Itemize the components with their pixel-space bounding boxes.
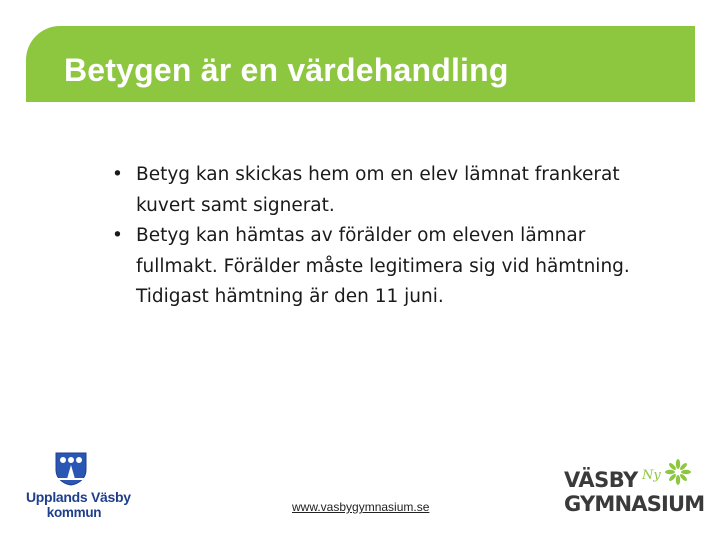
- school-name-line1: VÄSBY: [564, 468, 638, 492]
- slide-title: Betygen är en värdehandling: [64, 52, 509, 88]
- flower-icon: [664, 458, 692, 486]
- upplands-vasby-logo: [24, 452, 131, 524]
- kommun-name-line1: Upplands Väsby: [26, 489, 131, 505]
- bullet-item: [112, 160, 672, 221]
- bullet-list: [112, 160, 672, 313]
- kommun-name-line2: kommun: [46, 505, 102, 520]
- kommun-name: [26, 489, 131, 520]
- bullet-dot: •: [112, 225, 123, 246]
- vasby-gymnasium-logo: [560, 458, 705, 522]
- website-link[interactable]: www.vasbygymnasium.se: [292, 500, 430, 514]
- bullet-dot: •: [112, 164, 123, 185]
- bullet-text: Betyg kan skickas hem om en elev lämnat frankerat kuvert samt signerat.: [136, 164, 620, 216]
- school-name-line2: GYMNASIUM: [564, 492, 705, 516]
- bullet-item: [112, 221, 672, 313]
- bullet-text: Betyg kan hämtas av förälder om eleven lämnar fullmakt. Förälder måste legitimera sig vid hämtning. Tidigast hämtning är den 11 juni.: [136, 225, 630, 307]
- school-ny-text: Ny: [642, 468, 661, 483]
- coat-of-arms-icon: [54, 452, 88, 486]
